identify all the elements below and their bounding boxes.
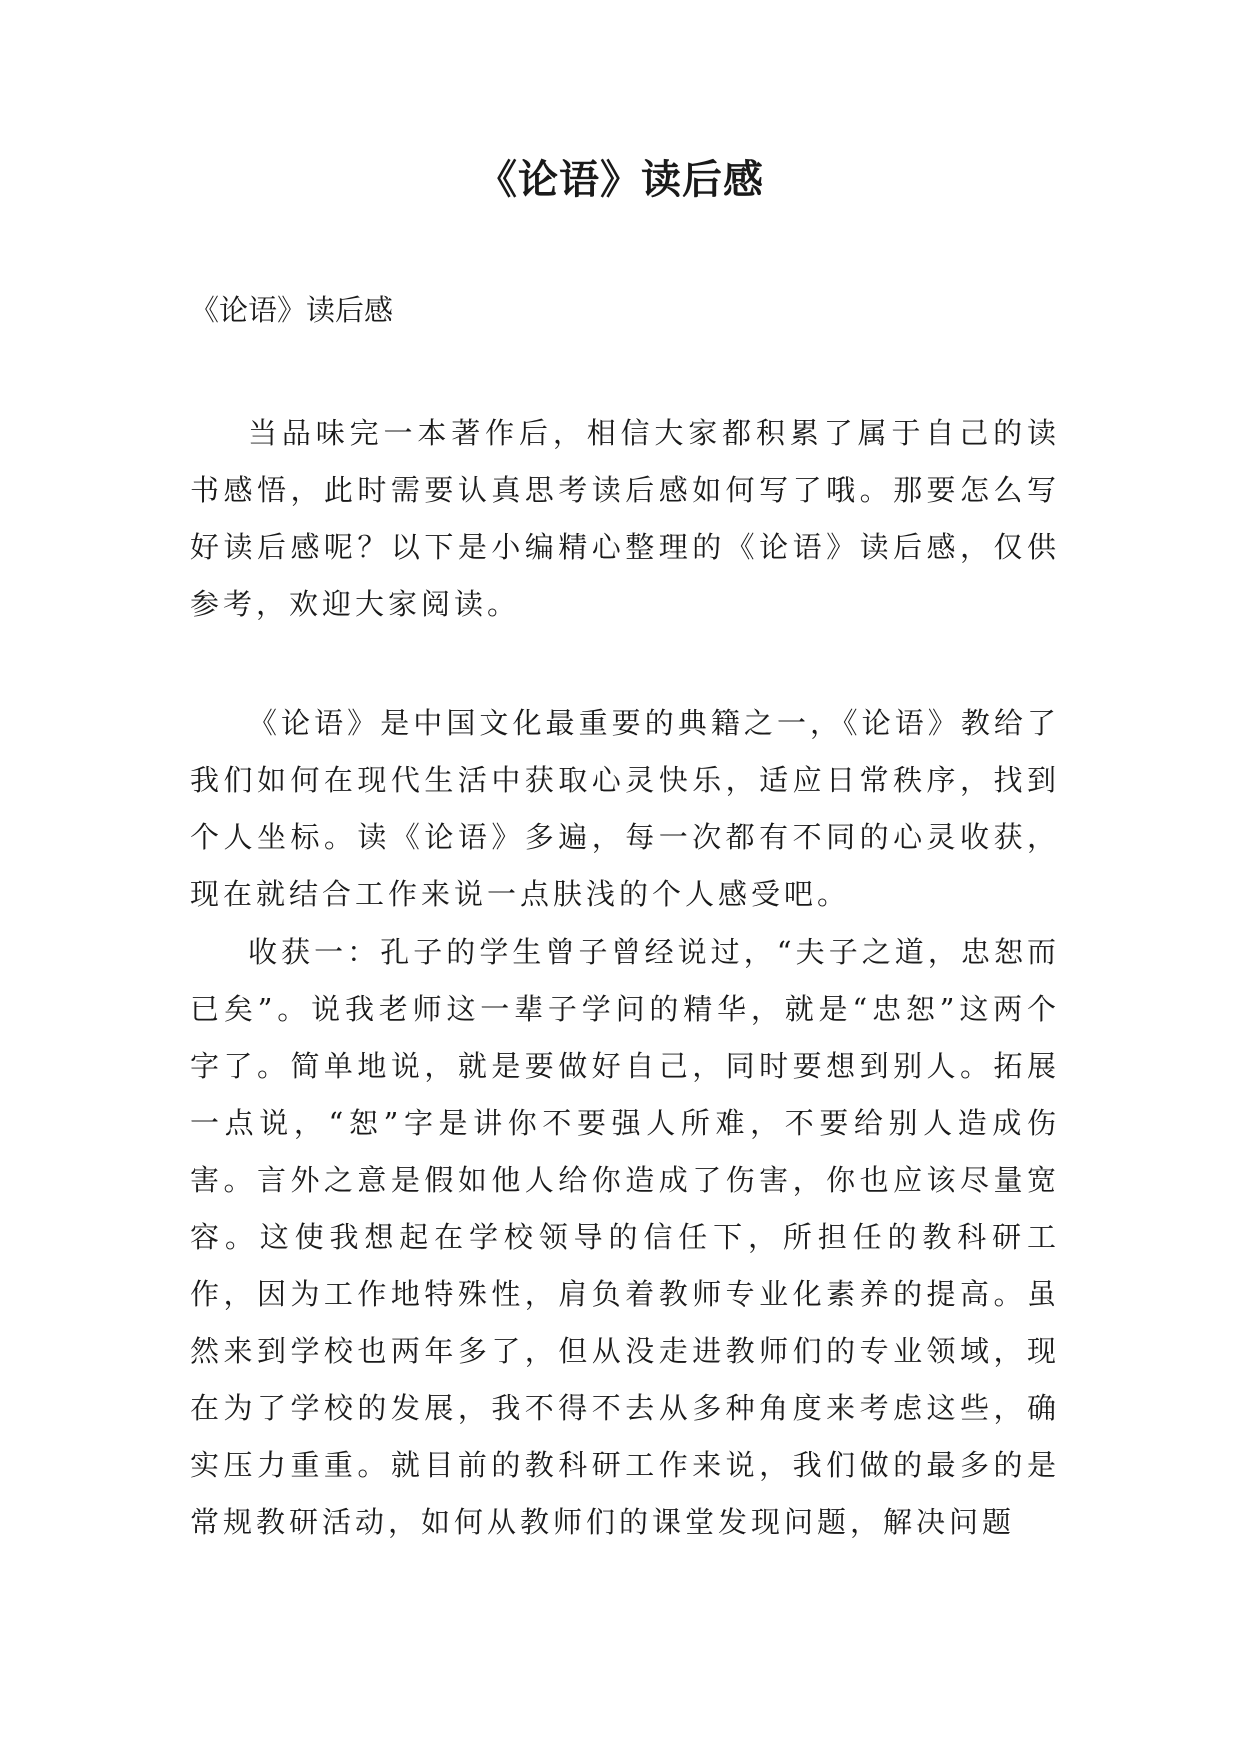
body-paragraph-2: 收获一：孔子的学生曾子曾经说过，“夫子之道，忠恕而已矣”。说我老师这一辈子学问的精华，就是“忠恕”这两个字了。简单地说，就是要做好自己，同时要想到别人。拓展一点说，“恕”字是讲你不要强人所难，不要给别人造成伤害。言外之意是假如他人给你造成了伤害，你也应该尽量宽容。这使我想起在学校领导的信任下，所担任的教科研工作，因为工作地特殊性，肩负着教师专业化素养的提高。虽然来到学校也两年多了，但从没走进教师们的专业领域，现在为了学校的发展，我不得不去从多种角度来考虑这些，确实压力重重。就目前的教科研工作来说，我们做的最多的是常规教研活动，如何从教师们的课堂发现问题，解决问题	[190, 935, 1060, 1539]
document-subtitle: 《论语》读后感	[190, 293, 394, 327]
document-title: 《论语》读后感	[477, 157, 764, 203]
body-paragraph-1: 《论语》是中国文化最重要的典籍之一，《论语》教给了我们如何在现代生活中获取心灵快乐，适应日常秩序，找到个人坐标。读《论语》多遍，每一次都有不同的心灵收获，现在就结合工作来说一点肤浅的个人感受吧。	[190, 706, 1060, 911]
intro-paragraph: 当品味完一本著作后，相信大家都积累了属于自己的读书感悟，此时需要认真思考读后感如何写了哦。那要怎么写好读后感呢？以下是小编精心整理的《论语》读后感，仅供参考，欢迎大家阅读。	[190, 416, 1060, 621]
